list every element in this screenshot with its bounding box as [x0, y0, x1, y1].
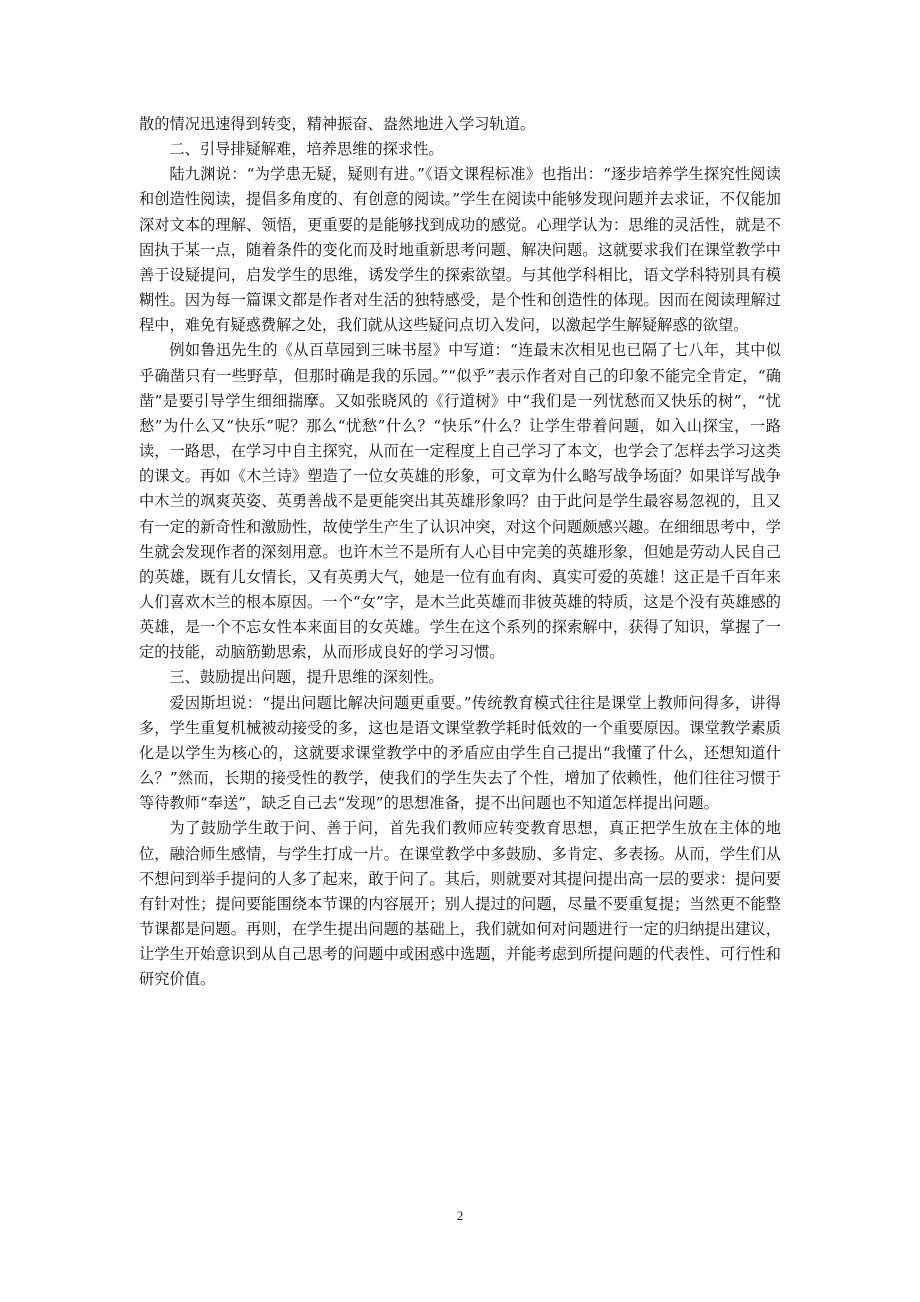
paragraph-continuation: 散的情况迅速得到转变，精神振奋、盎然地进入学习轨道。 — [139, 115, 536, 133]
section-heading-two: 二、引导排疑解难，培养思维的探求性。 — [169, 140, 444, 159]
section-heading-three: 三、鼓励提出问题，提升思维的深刻性。 — [169, 668, 444, 687]
paragraph-body: 陆九渊说：“为学患无疑，疑则有进。”《语文课程标准》也指出：“逐步培养学生探究性阅读和创造性阅读，提倡多角度的、有创意的阅读。”学生在阅读中能够发现问题并去求证，不仅能加深对文本的理解、领悟，更重要的是能够找到成功的感觉。心理学认为：思维的灵活性，就是不固执于某一点，随着条件的变化而及时地重新思考问题、解决问题。这就要求我们在课堂教学中善于设疑提问，启发学生的思维，诱发学生的探索欲望。与其他学科相比，语文学科特别具有模糊性。因为每一篇课文都是作者对生活的独特感受，是个性和创造性的体现。因而在阅读理解过程中，难免有疑惑费解之处，我们就从这些疑问点切入发问，以激起学生解疑解惑的欲望。 — [139, 165, 781, 335]
document-body — [139, 112, 781, 992]
paragraph-body: 为了鼓励学生敢于问、善于问，首先我们教师应转变教育思想，真正把学生放在主体的地位，融洽师生感情，与学生打成一片。在课堂教学中多鼓励、多肯定、多表扬。从而，学生们从不想问到举手提问的人多了起来，敢于问了。其后，则就要对其提问提出高一层的要求：提问要有针对性；提问要能围绕本节课的内容展开；别人提过的问题，尽量不要重复提；当然更不能整节课都是问题。再则，在学生提出问题的基础上，我们就如何对问题进行一定的归纳提出建议，让学生开始意识到从自己思考的问题中或困惑中选题，并能考虑到所提问题的代表性、可行性和研究价值。 — [139, 819, 781, 989]
paragraph-body: 爱因斯坦说：“提出问题比解决问题更重要。”传统教育模式往往是课堂上教师问得多，讲得多，学生重复机械被动接受的多，这也是语文课堂教学耗时低效的一个重要原因。课堂教学素质化是以学生为核心的，这就要求课堂教学中的矛盾应由学生自己提出“我懂了什么，还想知道什么？”然而，长期的接受性的教学，使我们的学生失去了个性，增加了依赖性，他们往往习惯于等待教师“奉送”，缺乏自己去“发现”的思想准备，提不出问题也不知道怎样提出问题。 — [139, 693, 781, 813]
page-number: 2 — [456, 1208, 464, 1223]
paragraph-body: 例如鲁迅先生的《从百草园到三味书屋》中写道：“连最末次相见也已隔了七八年，其中似乎确凿只有一些野草，但那时确是我的乐园。”“似乎”表示作者对自己的印象不能完全肯定，“确凿”是要引导学生细细揣摩。又如张晓风的《行道树》中“我们是一列忧愁而又快乐的树”，“忧愁”为什么又“快乐”呢？那么“忧愁”什么？“快乐”什么？让学生带着问题，如入山探宝，一路读，一路思，在学习中自主探究，从而在一定程度上自己学习了本文，也学会了怎样去学习这类的课文。再如《木兰诗》塑造了一位女英雄的形象，可文章为什么略写战争场面？如果详写战争中木兰的飒爽英姿、英勇善战不是更能突出其英雄形象吗？由于此问是学生最容易忽视的，且又有一定的新奇性和激励性，故使学生产生了认识冲突，对这个问题颇感兴趣。在细细思考中，学生就会发现作者的深刻用意。也许木兰不是所有人心目中完美的英雄形象，但她是劳动人民自己的英雄，既有儿女情长，又有英勇大气，她是一位有血有肉、真实可爱的英雄！这正是千百年来人们喜欢木兰的根本原因。一个“女”字，是木兰此英雄而非彼英雄的特质，这是个没有英雄感的英雄，是一个不忘女性本来面目的女英雄。学生在这个系列的探索解中，获得了知识，掌握了一定的技能，动脑筋勤思索，从而形成良好的学习习惯。 — [139, 341, 781, 662]
